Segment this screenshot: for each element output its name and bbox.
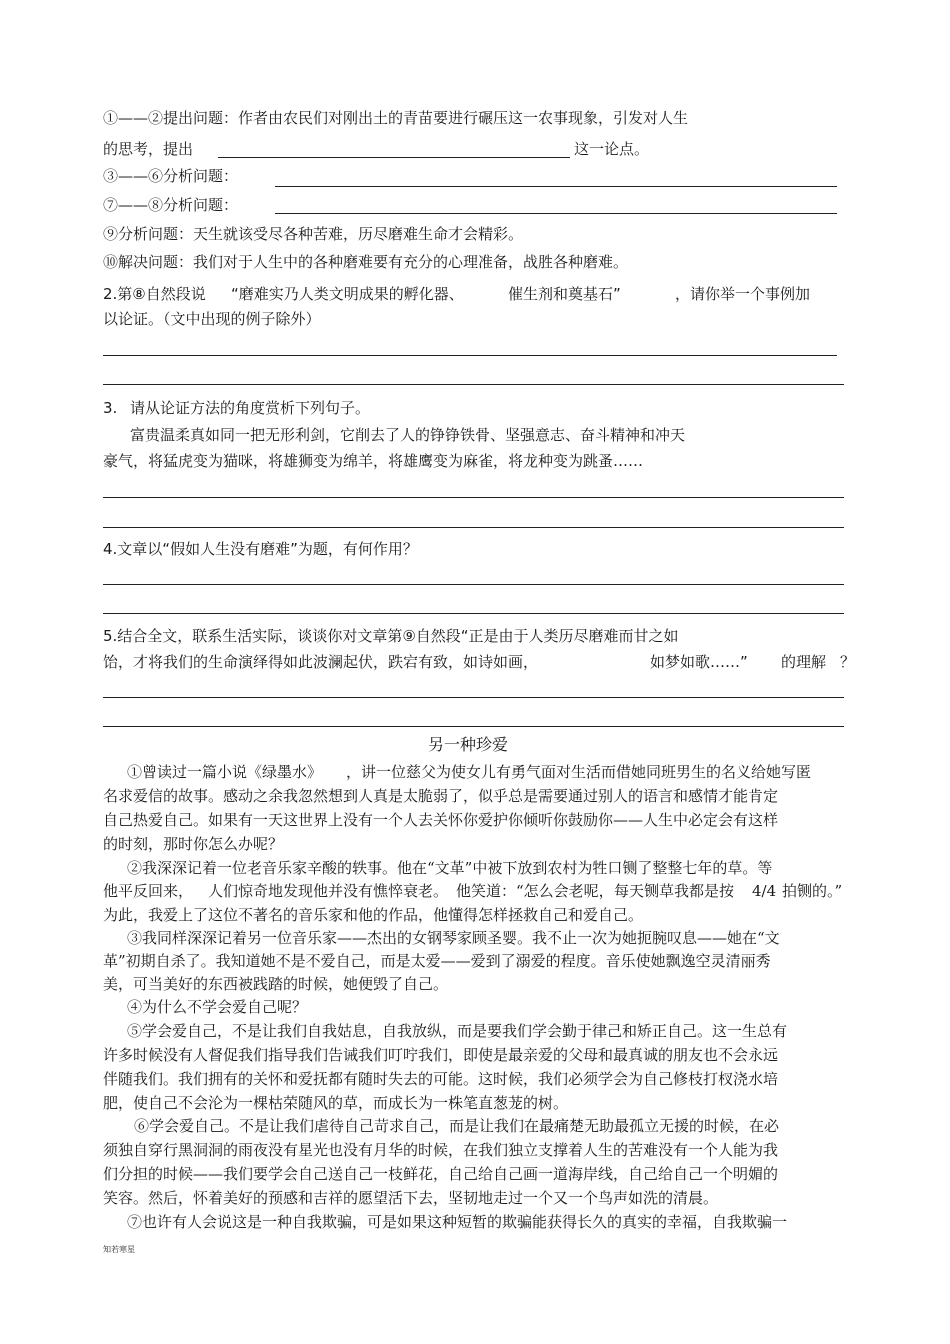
outline-line-5: ⑨分析问题：天生就该受尽各种苦难，历尽磨难生命才会精彩。 [103,225,524,243]
question-2-quote-part1: “磨难实乃人类文明成果的孵化器、 [231,285,464,303]
paragraph-6-line-1: ⑥学会爱自己。不是让我们虐待自己苛求自己，而是让我们在最痛楚无助最孤立无援的时候，在必 [134,1117,780,1135]
question-5-line-2c: 的理解 [781,653,827,671]
answer-line[interactable] [103,613,844,614]
outline-line-6: ⑩解决问题：我们对于人生中的各种磨难要有充分的心理准备，战胜各种磨难。 [103,253,629,271]
question-2-quote-part2: 催生剂和奠基石” [508,285,621,303]
paragraph-3-line-3: 美，可当美好的东西被践踏的时候，她便毁了自己。 [103,975,449,993]
paragraph-2-line-2d: 每天铡草我都是按 [614,882,735,900]
outline-line-2-start: 的思考，提出 [103,140,194,158]
paragraph-1-line-4: 的时刻，那时你怎么办呢？ [103,835,284,853]
question-3-quote-line-1: 富贵温柔真如同一把无形利剑，它削去了人的铮铮铁骨、坚强意志、奋斗精神和冲天 [130,426,686,444]
question-2-line-2: 以论证。（文中出现的例子除外） [103,310,321,328]
answer-line[interactable] [103,497,844,498]
paragraph-3-line-1: ③我同样深深记着另一位音乐家——杰出的女钢琴家顾圣婴。我不止一次为她扼腕叹息——她在“文 [127,929,780,947]
question-5-line-2d: ？ [840,653,856,671]
paragraph-2-line-1: ②我深深记着一位老音乐家辛酸的轶事。他在“文革”中被下放到农村为牲口铡了整整七年的草。等 [127,859,773,877]
answer-line[interactable] [103,355,837,356]
answer-line[interactable] [103,384,844,385]
paragraph-1-line-3: 自己热爱自己。如果有一天这世界上没有一个人去关怀你爱护你倾听你鼓励你——人生中必定会有这样 [103,811,779,829]
answer-line[interactable] [103,697,844,698]
paragraph-1-line-1b: ，讲一位慈父为使女儿有勇气面对生活而借她同班男生的名义给她写匿 [346,763,812,781]
answer-line[interactable] [275,213,837,214]
question-3-number: 3. [103,399,118,417]
paragraph-7-line-1: ⑦也许有人会说这是一种自我欺骗，可是如果这种短暂的欺骗能获得长久的真实的幸福，自我欺骗一 [127,1213,788,1231]
question-2-number: 2.第⑧自然段说 [103,285,206,303]
paragraph-5-line-4: 肥，使自己不会沦为一棵枯荣随风的草，而成长为一株笔直葱茏的树。 [103,1094,569,1112]
article-title: 另一种珍爱 [428,735,509,754]
paragraph-3-line-2: 革”初期自杀了。我知道她不是不爱自己，而是太爱——爱到了溺爱的程度。音乐使她飘逸空灵清丽秀 [103,952,771,970]
paragraph-1-line-1a: ①曾读过一篇小说《绿墨水》 [127,763,323,781]
paragraph-2-line-2b: 人们惊奇地发现他并没有憔悴衰老。 [208,882,449,900]
paragraph-4: ④为什么不学会爱自己呢？ [127,998,308,1016]
answer-line[interactable] [218,157,570,158]
outline-line-1: ①——②提出问题：作者由农民们对刚出土的青苗要进行碾压这一农事现象，引发对人生 [103,109,689,127]
paragraph-2-line-3: 为此，我爱上了这位不著名的音乐家和他的作品，他懂得怎样拯救自己和爱自己。 [103,906,644,924]
paragraph-6-line-2: 须独自穿行黑洞洞的雨夜没有星光也没有月华的时候，在我们独立支撑着人生的苦难没有一个人能为我 [103,1141,779,1159]
paragraph-6-line-4: 笑容。然后，怀着美好的预感和吉祥的愿望活下去，坚韧地走过一个又一个鸟声如洗的清晨。 [103,1189,719,1207]
answer-line[interactable] [103,584,844,585]
paragraph-2-line-2f: 拍铡的。” [782,882,843,900]
question-4: 4.文章以“假如人生没有磨难”为题，有何作用？ [103,540,418,558]
question-5-line-2b: 如梦如歌……” [650,653,748,671]
footer-note: 知若寒星 [103,1245,135,1254]
outline-line-3: ③——⑥分析问题： [103,167,239,185]
outline-line-2-end: 这一论点。 [574,140,650,158]
question-3-quote-line-2: 豪气，将猛虎变为猫咪，将雄狮变为绵羊，将雄鹰变为麻雀，将龙种变为跳蚤…… [103,452,644,470]
question-2-rest: ，请你举一个事例加 [675,285,811,303]
answer-line[interactable] [275,186,837,187]
paragraph-5-line-2: 许多时候没有人督促我们指导我们告诫我们叮咛我们，即使是最亲爱的父母和最真诚的朋友也不会永远 [103,1046,779,1064]
question-5-line-1: 5.结合全文，联系生活实际，谈谈你对文章第⑨自然段“正是由于人类历尽磨难而甘之如 [103,627,679,645]
question-3-prompt: 请从论证方法的角度赏析下列句子。 [130,399,371,417]
paragraph-5-line-3: 伴随我们。我们拥有的关怀和爱抚都有随时失去的可能。这时候，我们必须学会为自己修枝打杈浇水培 [103,1070,779,1088]
outline-line-4: ⑦——⑧分析问题： [103,196,239,214]
paragraph-1-line-2: 名求爱信的故事。感动之余我忽然想到人真是太脆弱了，似乎总是需要通过别人的语言和感情才能肯定 [103,787,779,805]
paragraph-6-line-3: 们分担的时候——我们要学会自己送自己一枝鲜花，自己给自己画一道海岸线，自己给自己一个明媚的 [103,1165,779,1183]
paragraph-2-line-2e: 4/4 [752,882,777,900]
paragraph-2-line-2c: 他笑道：“怎么会老呢， [456,882,614,900]
question-5-line-2a: 饴，才将我们的生命演绎得如此波澜起伏，跌宕有致，如诗如画， [103,653,539,671]
paragraph-2-line-2a: 他平反回来， [103,882,194,900]
answer-line[interactable] [103,527,844,528]
paragraph-5-line-1: ⑤学会爱自己，不是让我们自我姑息，自我放纵，而是要我们学会勤于律己和矫正自己。这一生总有 [127,1022,788,1040]
answer-line[interactable] [103,726,844,727]
